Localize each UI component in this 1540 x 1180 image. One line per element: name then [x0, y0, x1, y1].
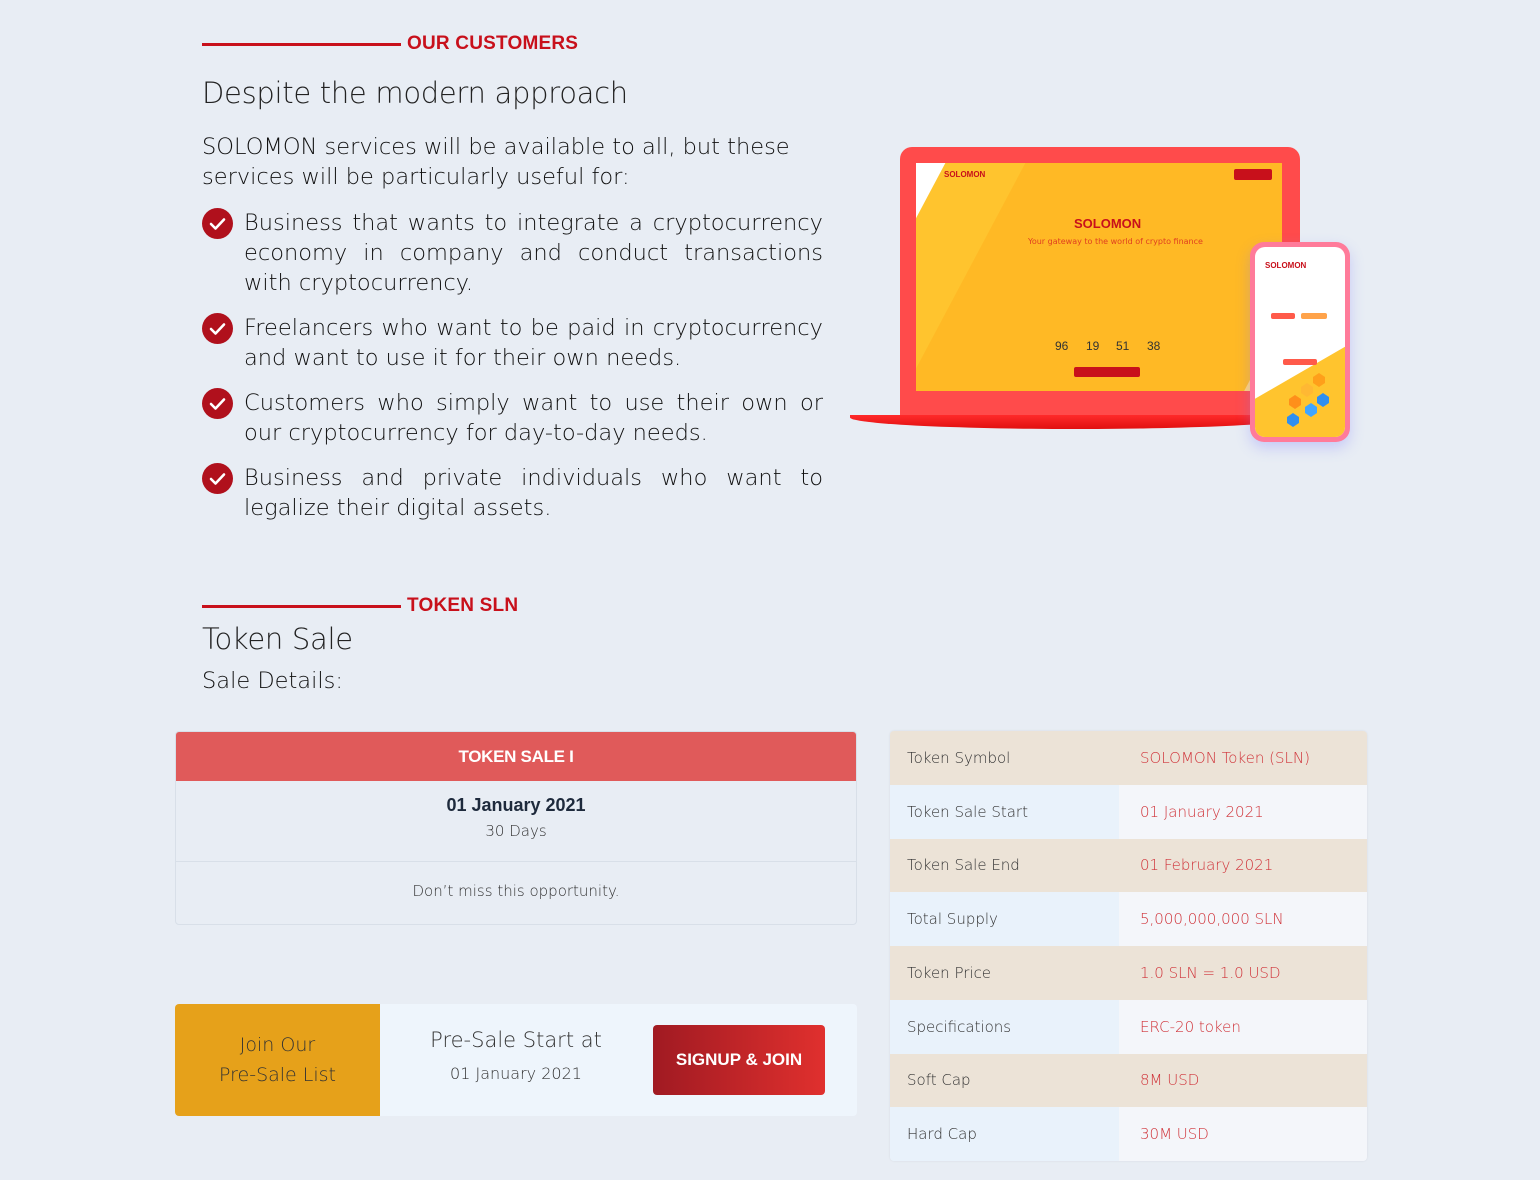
- customers-intro: SOLOMON services will be available to all, but these services will be particularly useful for:: [202, 134, 790, 190]
- table-row: [890, 946, 1367, 1000]
- spec-key: Specifications: [890, 1000, 1119, 1054]
- token-sale-heading: Token Sale: [202, 622, 353, 656]
- list-item: [202, 463, 823, 523]
- spec-value: 5,000,000,000 SLN: [1119, 892, 1367, 946]
- spec-key: Token Symbol: [907, 748, 1011, 767]
- spec-key: Token Sale End: [907, 856, 1020, 875]
- mockup-nav-button: [1234, 169, 1272, 180]
- table-row: [890, 731, 1367, 785]
- spec-value: 1.0 SLN = 1.0 USD: [1140, 963, 1281, 982]
- benefits-list: [202, 208, 823, 538]
- spec-key: Hard Cap: [890, 1107, 1119, 1161]
- phone-screen: [1255, 247, 1345, 437]
- check-icon: [202, 388, 233, 419]
- join-line-2: Pre-Sale List: [219, 1064, 336, 1086]
- section-tag-customers: [202, 33, 578, 55]
- table-row: [890, 1054, 1367, 1108]
- spec-value: 01 February 2021: [1140, 856, 1274, 875]
- list-item: [202, 388, 823, 448]
- tag-divider: [202, 43, 401, 46]
- check-icon: [202, 208, 233, 239]
- mockup-countdown-seconds: 38: [1147, 339, 1161, 353]
- table-row: [890, 785, 1367, 839]
- presale-start-date: 01 January 2021: [450, 1064, 582, 1083]
- spec-key: Total Supply: [890, 892, 1119, 946]
- laptop-screen: [916, 163, 1282, 391]
- card-note: Don’t miss this opportunity.: [412, 882, 620, 900]
- spec-key: Soft Cap: [907, 1071, 971, 1090]
- table-row: [890, 1000, 1367, 1054]
- mockup-nav-logo: SOLOMON: [944, 170, 986, 179]
- table-row: [890, 1107, 1367, 1161]
- card-divider: [176, 861, 856, 862]
- spec-value: SOLOMON Token (SLN): [1140, 748, 1310, 767]
- mockup-countdown-hours: 19: [1086, 339, 1100, 353]
- tag-divider: [202, 605, 401, 608]
- spec-key: Token Price: [907, 963, 992, 982]
- presale-start-info: [405, 1028, 627, 1083]
- spec-key: Token Sale Start: [890, 785, 1119, 839]
- table-row: [890, 892, 1367, 946]
- section-tag-label: TOKEN SLN: [407, 595, 519, 616]
- card-date: 01 January 2021: [446, 795, 586, 815]
- laptop-base: [850, 415, 1300, 429]
- list-item: [202, 313, 823, 373]
- card-title: TOKEN SALE I: [176, 732, 856, 781]
- spec-value: ERC-20 token: [1119, 1000, 1367, 1054]
- mockup-signup-button: [1074, 367, 1140, 377]
- list-item-text: Customers who simply want to use their own or our cryptocurrency for day-to-day needs.: [244, 390, 823, 446]
- mockup-logo: SOLOMON: [1074, 216, 1142, 231]
- spec-value: 30M USD: [1119, 1107, 1367, 1161]
- spec-value: 01 January 2021: [1119, 785, 1367, 839]
- list-item: [202, 208, 823, 298]
- laptop-illustration: [900, 147, 1300, 419]
- check-icon: [202, 463, 233, 494]
- phone-signup-button: [1283, 359, 1317, 365]
- list-item-text: Business and private individuals who want to legalize their digital assets.: [244, 465, 823, 521]
- phone-button-a: [1271, 313, 1295, 319]
- signup-join-button[interactable]: SIGNUP & JOIN: [653, 1025, 825, 1095]
- list-item-text: Freelancers who want to be paid in cryptocurrency and want to use it for their own needs.: [244, 315, 823, 371]
- presale-start-label: Pre-Sale Start at: [430, 1028, 602, 1052]
- phone-button-b: [1301, 313, 1327, 319]
- device-mockup-illustration: [850, 145, 1355, 455]
- join-line-1: Join Our: [239, 1034, 316, 1056]
- section-tag-token: [202, 595, 518, 617]
- table-row: [890, 839, 1367, 893]
- phone-logo: SOLOMON: [1265, 261, 1307, 270]
- token-sale-card: [175, 731, 857, 925]
- customers-heading: Despite the modern approach: [202, 76, 628, 110]
- token-spec-table: [890, 731, 1367, 1161]
- sale-details-subheading: Sale Details:: [202, 668, 343, 694]
- mockup-tagline: Your gateway to the world of crypto finance: [1028, 237, 1203, 246]
- mockup-countdown-minutes: 51: [1116, 339, 1130, 353]
- mockup-countdown-days: 96: [1055, 339, 1069, 353]
- list-item-text: Business that wants to integrate a cryptocurrency economy in company and conduct transactions with cryptocurrency.: [244, 210, 823, 296]
- phone-illustration: [1250, 242, 1350, 442]
- phone-blocks-graphic: [1283, 369, 1343, 429]
- check-icon: [202, 313, 233, 344]
- card-duration: 30 Days: [485, 822, 547, 840]
- section-tag-label: OUR CUSTOMERS: [407, 33, 579, 54]
- join-presale-box: [175, 1004, 380, 1116]
- presale-banner: [175, 1004, 857, 1116]
- spec-value: 8M USD: [1140, 1071, 1200, 1090]
